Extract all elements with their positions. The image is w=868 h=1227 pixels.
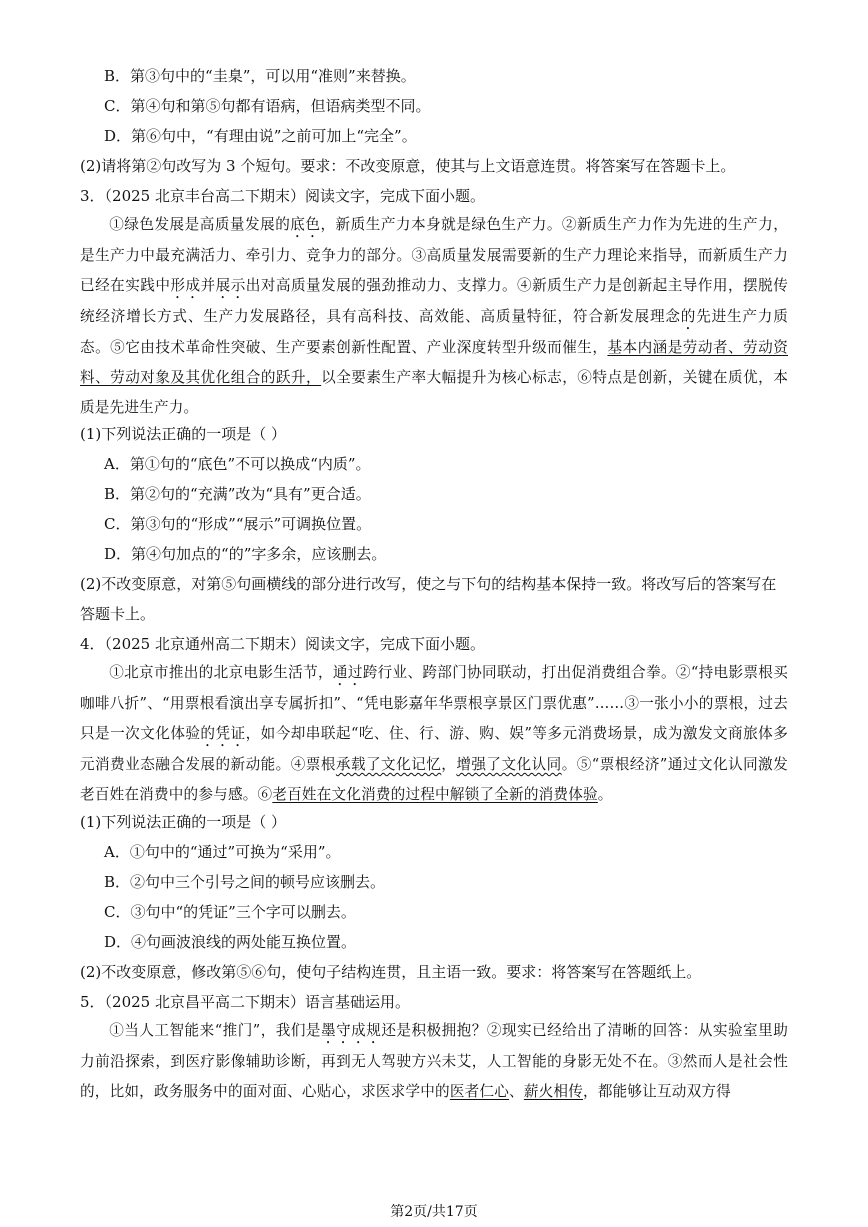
option-c: C．③句中“的凭证”三个字可以删去。 [104,903,356,921]
option-a: A．①句中的“通过”可换为“采用”。 [104,843,341,861]
option-a: A．第①句的“底色”不可以换成“内质”。 [104,455,371,473]
question-3-title: 3．（2025 北京丰台高二下期末）阅读文字，完成下面小题。 [80,187,485,205]
dotted-text: 墨守成规 [321,1022,382,1039]
option-b: B．第②句的“充满”改为“具有”更合适。 [104,485,371,503]
option-d: D．第④句加点的“的”字多余，应该删去。 [104,545,387,563]
dotted-text: 底色 [290,216,321,233]
underlined-text: 医者仁心 [449,1083,510,1100]
question-4-title: 4．（2025 北京通州高二下期末）阅读文字，完成下面小题。 [80,635,485,653]
dotted-text: 通过 [332,664,363,681]
page-number: 第2页/共17页 [390,1204,478,1220]
option-d: D．第⑥句中，“有理由说”之前可加上“完全”。 [104,127,417,145]
passage-4: ①北京市推出的北京电影生活节，通过跨行业、跨部门协同联动，打出促消费组合拳。②“持电影票根买咖啡八折”、“用票根看演出享专属折扣”、“凭电影嘉年华票根享景区门票优惠”……③一张小小的票根，过去只是一次文化体验的凭证，如今却串联起“吃、住、行、游、购、娱”等多元消费场景，成为激发文商旅体多元消费业态融合发展的新动能。④票根承载了文化记忆，增强了文化认同。⑤“票根经济”通过文化认同激发老百姓在消费中的参与感。⑥老百姓在文化消费的过程中解锁了全新的消费体验。 [80,664,789,803]
subquestion-2-cont: 答题卡上。 [80,605,156,623]
option-c: C．第③句的“形成”“展示”可调换位置。 [104,515,372,533]
underlined-text: 老百姓在文化消费的过程中解锁了全新的消费体验 [272,786,598,803]
subquestion-2: (2)不改变原意，对第⑤句画横线的部分进行改写，使之与下句的结构基本保持一致。将改写后的答案写在 [80,575,777,593]
dotted-text: 展示 [215,277,246,294]
subquestion-1: (1)下列说法正确的一项是（ ） [80,425,287,443]
option-b: B．第③句中的“圭臬”，可以用“准则”来替换。 [104,67,416,85]
underlined-text: 薪火相传 [523,1083,584,1100]
subquestion-1: (1)下列说法正确的一项是（ ） [80,813,287,831]
question-5-title: 5．（2025 北京昌平高二下期末）语言基础运用。 [80,993,410,1011]
subquestion-2: (2)请将第②句改写为 3 个短句。要求：不改变原意，使其与上文语意连贯。将答案写在答题卡上。 [80,157,736,175]
option-d: D．④句画波浪线的两处能互换位置。 [104,933,357,951]
option-b: B．②句中三个引号之间的顿号应该删去。 [104,873,386,891]
passage-3: ①绿色发展是高质量发展的底色，新质生产力本身就是绿色生产力。②新质生产力作为先进的生产力，是生产力中最充满活力、牵引力、竞争力的部分。③高质量发展需要新的生产力理论来指导，而新质生产力已经在实践中形成并展示出对高质量发展的强劲推动力、支撑力。④新质生产力是创新起主导作用，摆脱传统经济增长方式、生产力发展路径，具有高科技、高效能、高质量特征，符合新发展理念的先进生产力质态。⑤它由技术革命性突破、生产要素创新性配置、产业深度转型升级而催生，基本内涵是劳动者、劳动资料、劳动对象及其优化组合的跃升，以全要素生产率大幅提升为核心标志，⑥特点是创新，关键在质优，本质是先进生产力。 [80,216,789,416]
subquestion-2: (2)不改变原意，修改第⑤⑥句，使句子结构连贯，且主语一致。要求：将答案写在答题纸上。 [80,963,702,981]
option-c: C．第④句和第⑤句都有语病，但语病类型不同。 [104,97,431,115]
dotted-text: 形成 [170,277,201,294]
wavy-text: 承载了文化记忆 [335,756,442,773]
passage-5: ①当人工智能来“推门”，我们是墨守成规还是积极拥抱？②现实已经给出了清晰的回答：从实验室里助力前沿探索，到医疗影像辅助诊断，再到无人驾驶方兴未艾，人工智能的身影无处不在。③然而人是社会性的，比如，政务服务中的面对面、心贴心，求医求学中的医者仁心、薪火相传，都能够让互动双方得 [80,1022,788,1100]
underlined-text: 基本内涵是劳动者、劳动资料、劳动对象及其优化组合的跃升， [80,339,788,386]
wavy-text: 增强了文化认同 [456,756,562,773]
dotted-text: 的凭证 [200,725,246,742]
dotted-text: 的 [680,308,697,325]
